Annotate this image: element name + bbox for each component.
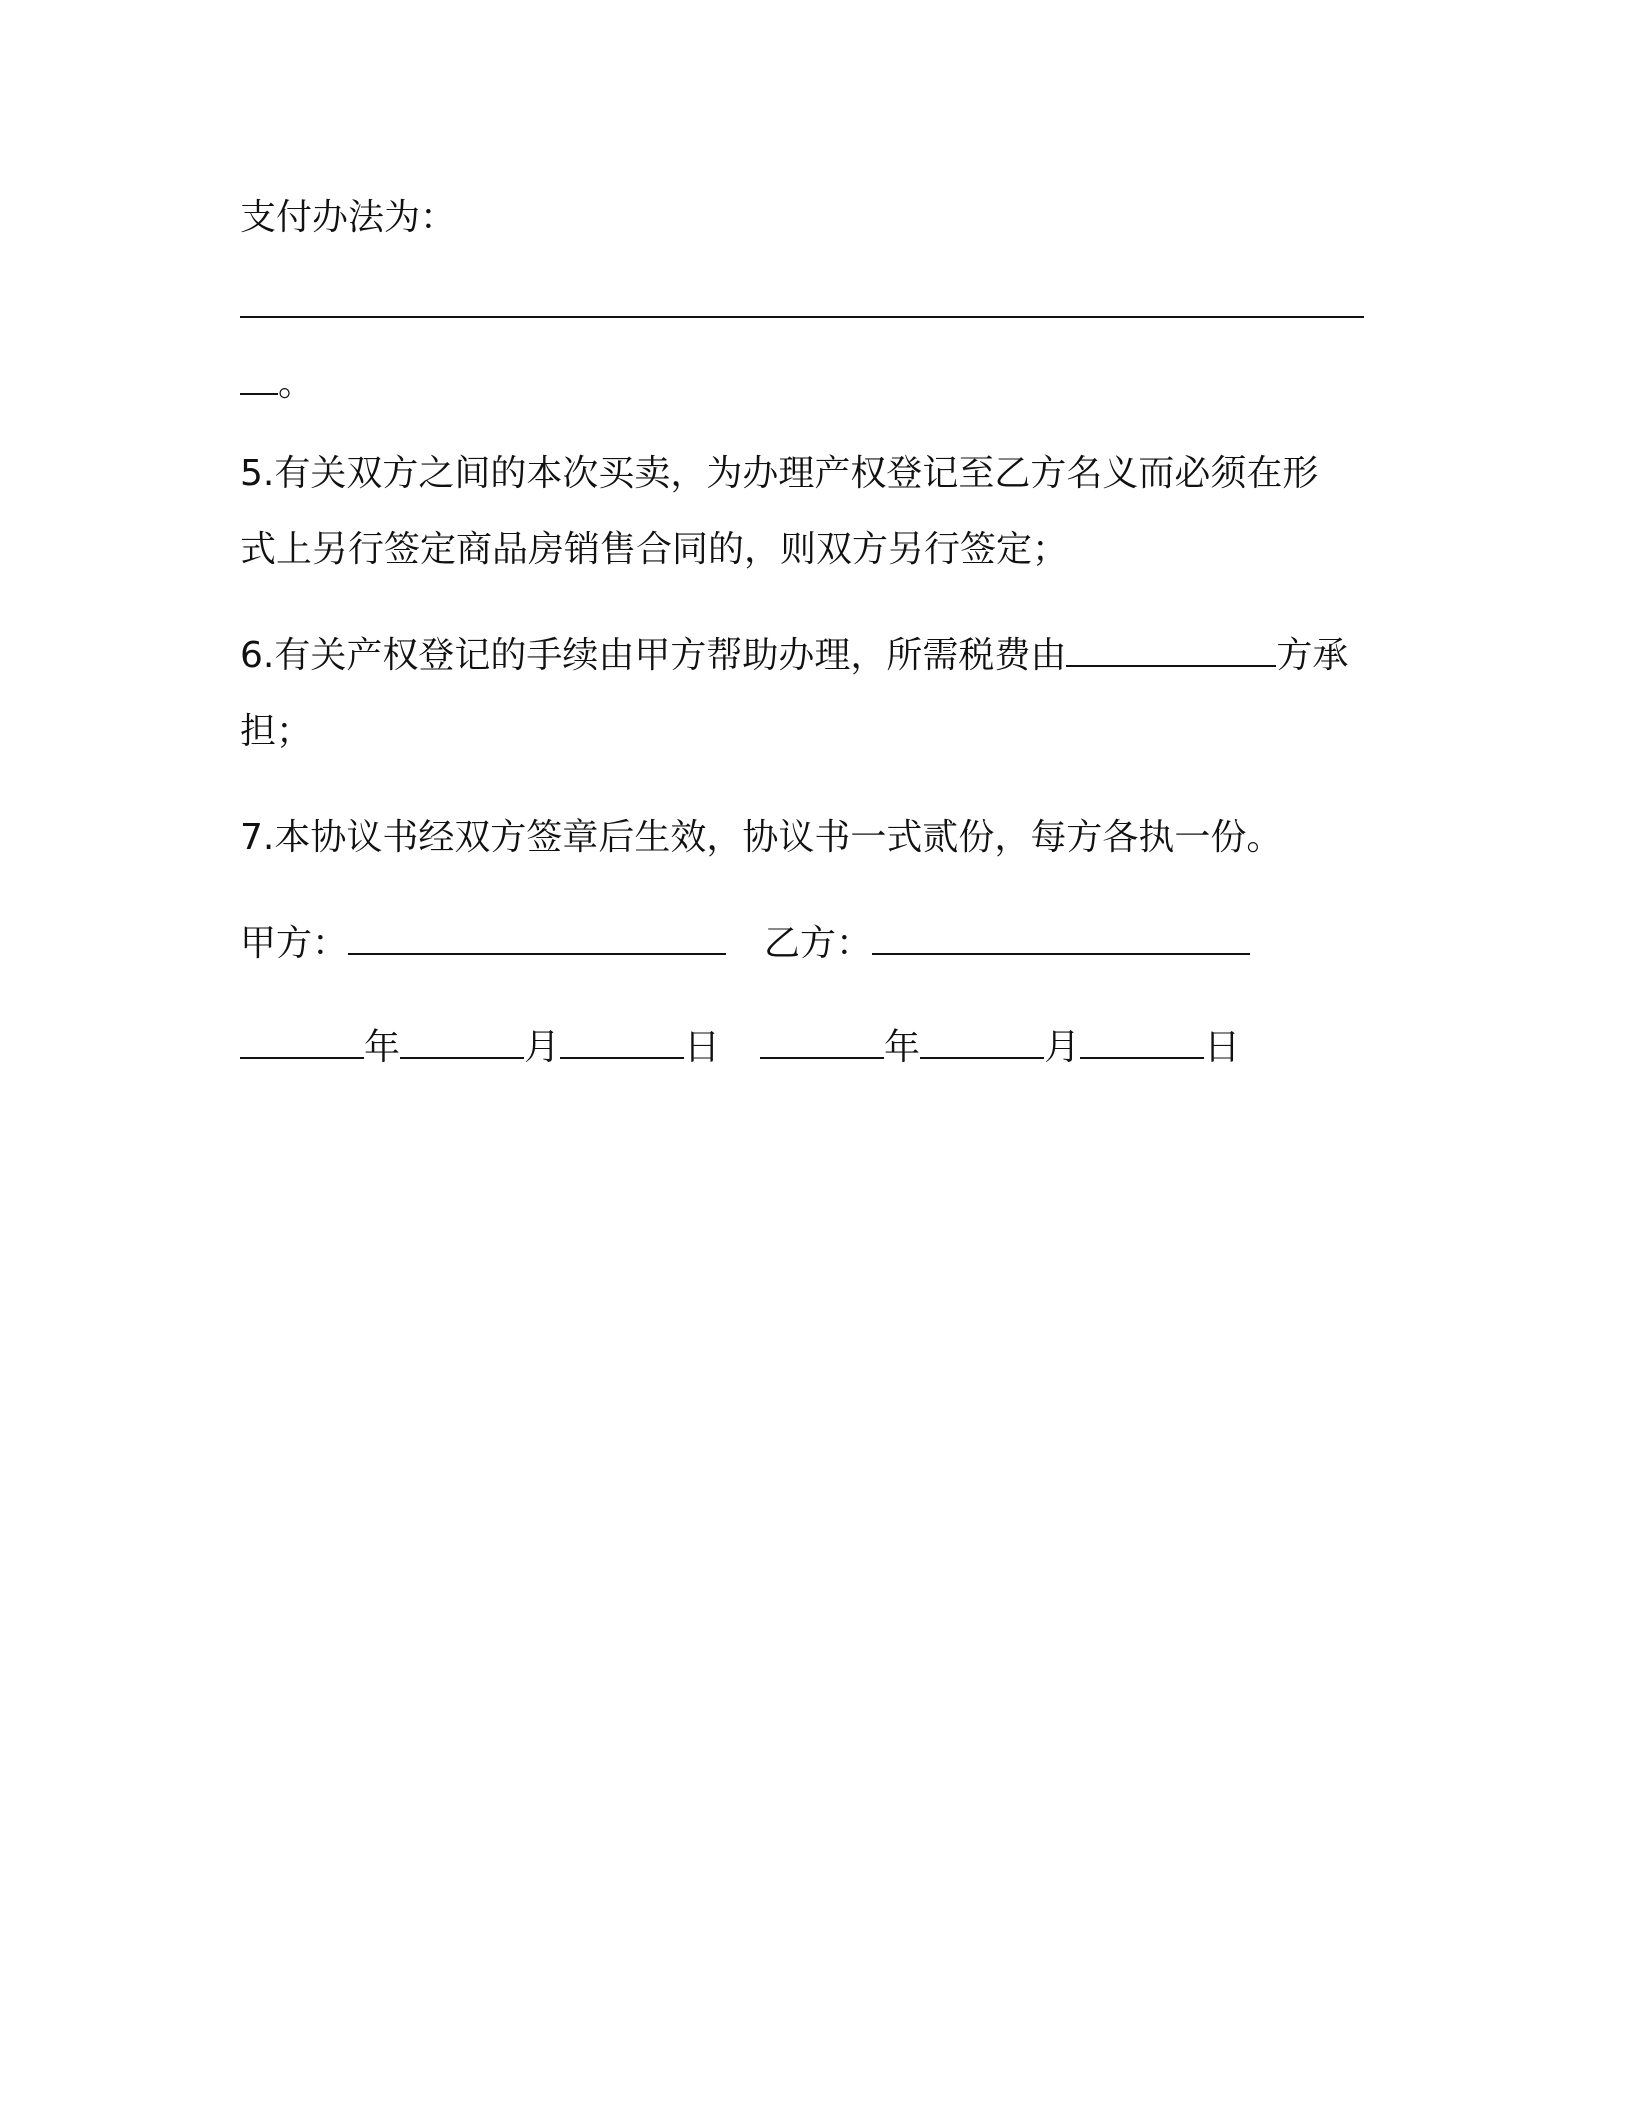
date-b-day-blank xyxy=(1080,1027,1204,1059)
payment-end-mark: 。 xyxy=(278,363,315,404)
signature-row xyxy=(240,922,1250,966)
date-b-day-label: 日 xyxy=(1204,1027,1241,1068)
date-b-month-blank xyxy=(920,1027,1044,1059)
date-b-month-label: 月 xyxy=(1044,1027,1081,1068)
date-a-day-label: 日 xyxy=(684,1027,721,1068)
date-a-year-blank xyxy=(240,1027,364,1059)
party-b-label: 乙方： xyxy=(764,923,873,964)
date-row xyxy=(240,1026,1240,1070)
party-b-signature-blank xyxy=(872,923,1250,955)
date-a-day-blank xyxy=(560,1027,684,1059)
date-a-year-label: 年 xyxy=(364,1027,401,1068)
clause-6-line-1 xyxy=(240,634,1348,678)
payment-method-label: 支付办法为： xyxy=(240,197,457,238)
date-b-year-blank xyxy=(760,1027,884,1059)
party-a-label: 甲方： xyxy=(240,923,349,964)
date-a-month-label: 月 xyxy=(524,1027,561,1068)
clause-5-line-1: 5.有关双方之间的本次买卖，为办理产权登记至乙方名义而必须在形 xyxy=(240,453,1319,494)
date-a-month-blank xyxy=(400,1027,524,1059)
payment-method-blank-end xyxy=(240,363,278,395)
clause-6-line-2: 担； xyxy=(240,711,313,752)
payment-method-blank-line xyxy=(240,316,1364,318)
clause-6-text-end: 方承 xyxy=(1276,635,1349,676)
clause-6-text: 6.有关产权登记的手续由甲方帮助办理，所需税费由 xyxy=(240,635,1067,676)
tax-party-blank xyxy=(1066,635,1276,667)
date-b-year-label: 年 xyxy=(884,1027,921,1068)
clause-5-line-2: 式上另行签定商品房销售合同的，则双方另行签定； xyxy=(240,529,1069,570)
clause-7: 7.本协议书经双方签章后生效，协议书一式贰份，每方各执一份。 xyxy=(240,817,1283,858)
payment-method-continuation xyxy=(240,362,314,406)
party-a-signature-blank xyxy=(348,923,726,955)
